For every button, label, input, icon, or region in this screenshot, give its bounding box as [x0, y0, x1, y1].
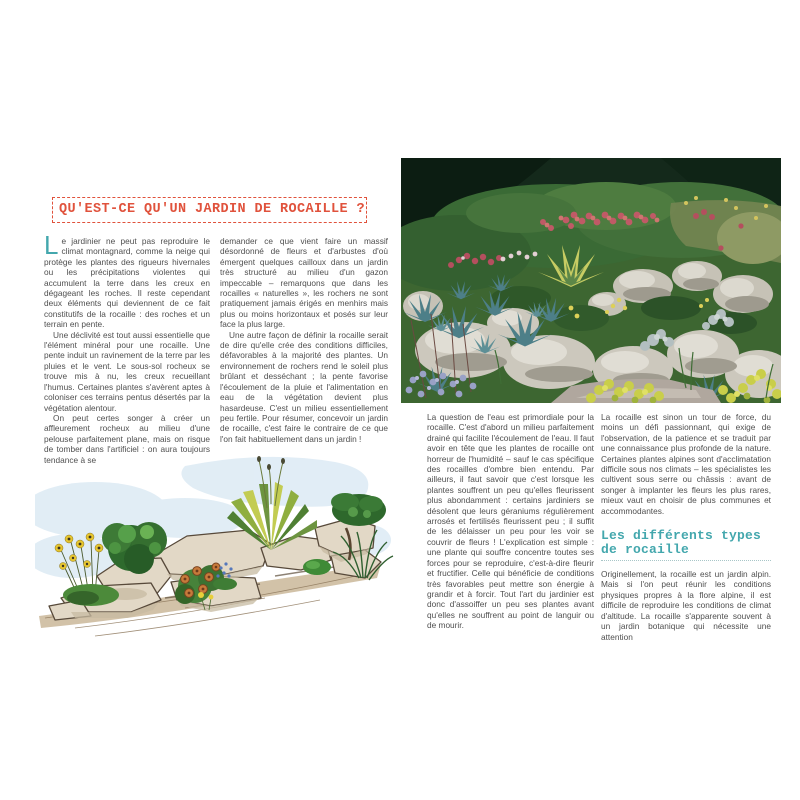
rock-garden-illustration — [35, 448, 395, 643]
body-paragraph: demander ce que vient faire un massif désordonné de fleurs et d'arbustes d'où émergent quelques cailloux dans un jardin très structuré au milieu d'un gazon impeccable – remarquons que dans les rocailles « naturelles », les rochers ne sont pratiquement jamais érigés en menhirs mais plus ou moins horizontaux et posés sur leur face la plus large. — [220, 236, 388, 330]
body-paragraph: Originellement, la rocaille est un jardin alpin. Mais si l'on peut réunir les conditions physiques propres à la flore alpine, il est difficile de reproduire les conditions de climat d'altitude. La rocaille s'apparente souvent à un jardin botanique qui nécessite une attention — [601, 569, 771, 642]
right-page-column-1 — [427, 412, 594, 631]
body-paragraph: La question de l'eau est primordiale pour la rocaille. C'est d'abord un milieu parfaitement drainé qui facilite l'écoulement de l'eau. Il faut avoir en tête que les plantes de rocaille ont horreur de l'humidité – sauf le cas spécifique des rocailles d'ombre bien entendu. Par ailleurs, il faut savoir que c'est lorsque les plantes souffrent un peu qu'elles fleurissent plus abondamment : certains jardiniers se désolent que leurs géraniums régulièrement arrosés et fertilisés fleurissent peu ; il suffit de les délaisser un peu pour les voir se couvrir de fleurs ! L'explication est simple : une plante qui souffre concentre toutes ses forces pour se reproduire, c'est-à-dire fleurir et fructifier. Celle qui bénéficie de conditions très favorables peut mettre son énergie à grandir et à forcir. Tout l'art du jardinier est donc d'assoiffer un peu ses plantes avant qu'elles ne souffrent au point de languir ou de mourir. — [427, 412, 594, 631]
drop-cap: L — [44, 230, 59, 260]
right-page-column-2 — [601, 412, 771, 642]
body-paragraph: Une autre façon de définir la rocaille serait de dire qu'elle crée des conditions difficiles, défavorables à la majorité des plantes. Un environnement de rochers rend le soleil plus brûlant et desséchant ; la pente favorise l'écoulement de la pluie et l'alimentation en eau de la végétation devient plus hasardeuse. C'est un milieu essentiellement peu fertile. Pour résumer, concevoir un jardin de rocaille, c'est faire le contraire de ce que l'on fait habituellement dans un jardin ! — [220, 329, 388, 444]
body-paragraph: On peut certes songer à créer un affleurement rocheux au milieu d'une pelouse parfaitement plane, mais on risque de tomber dans l'artificiel : on aura toujours tendance à se — [44, 412, 210, 465]
rock-garden-photo — [401, 158, 781, 403]
chapter-title: QU'EST-CE QU'UN JARDIN DE ROCAILLE ? — [59, 202, 366, 217]
paragraph-text: e jardinier ne peut pas reproduire le climat montagnard, comme la neige qui protège les plantes des rigueurs hivernales ou les précipitations violentes qui accumulent la terre dans les creux en dégageant les roches. Il reste cependant deux éléments qui deviennent de ce fait constitutifs de la rocaille : des roches et un terrain en pente. — [44, 236, 210, 330]
section-heading: Les différents types de rocaille — [601, 529, 771, 561]
left-page-column-2 — [220, 236, 388, 444]
body-paragraph: Une déclivité est tout aussi essentielle que l'élément minéral pour une rocaille. Une pente induit un ravinement de la terre par les pluies et le vent. Le sous-sol rocheux se trouve mis à nu, les creux recueillant l'humus. Certaines plantes s'avèrent aptes à coloniser ces terrains pentus désertés par la végétation alentour. — [44, 329, 210, 413]
left-page-column-1 — [44, 230, 210, 465]
chapter-title-box — [52, 197, 367, 223]
body-paragraph — [44, 230, 210, 330]
body-paragraph: La rocaille est sinon un tour de force, du moins un défi passionnant, qui exige de l'observation, de la patience et se traduit par une connaissance plus profonde de la nature. Certaines plantes alpines sont d'acclimatation difficile sous nos climats – les spécialistes les cultivent sous serre ou châssis : avant de songer à implanter les fleurs les plus rares, mieux vaut en choisir de plus communes et accommodantes. — [601, 412, 771, 516]
